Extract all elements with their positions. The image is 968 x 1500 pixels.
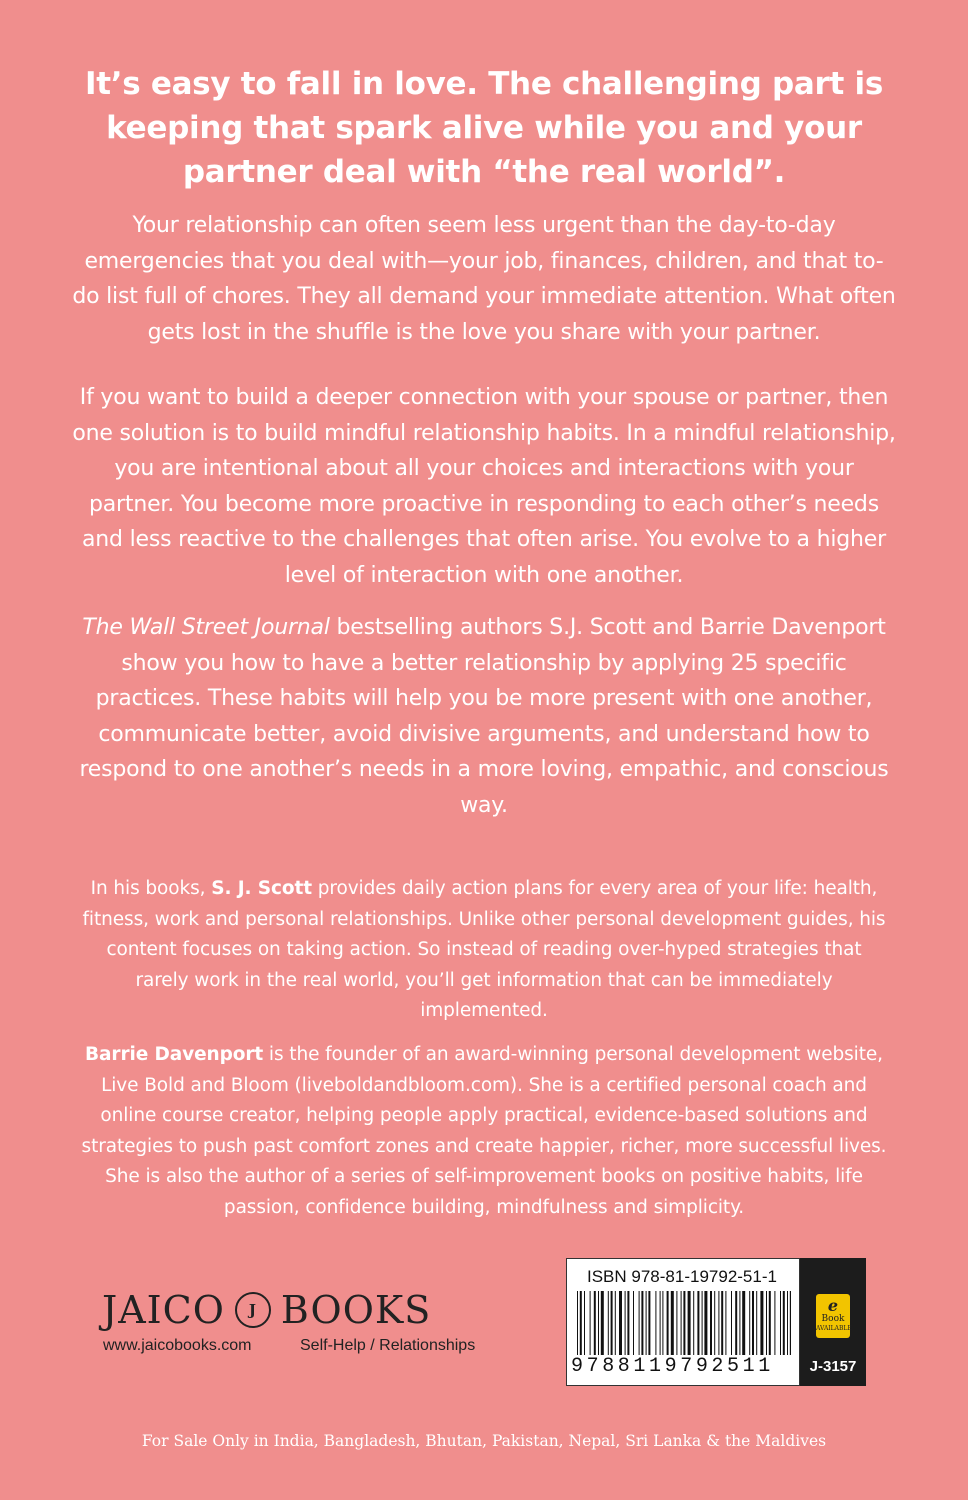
barcode-stripe	[590, 1291, 591, 1355]
barcode-stripe	[739, 1291, 740, 1355]
barcode-stripe	[683, 1291, 685, 1355]
publisher-name-right: BOOKS	[280, 1288, 432, 1332]
publisher-website: www.jaicobooks.com	[103, 1337, 252, 1354]
barcode-stripe	[735, 1291, 737, 1355]
bio-scott	[80, 874, 888, 1027]
barcode-stripe	[760, 1291, 763, 1355]
barcode-stripe	[688, 1291, 691, 1355]
ebook-badge	[800, 1258, 866, 1386]
barcode-stripe	[619, 1291, 622, 1355]
barcode-stripe	[704, 1291, 707, 1355]
barcode-stripe	[710, 1291, 712, 1355]
publisher-logo	[102, 1288, 431, 1332]
barcode-stripe	[667, 1291, 669, 1355]
blurb-paragraph-1: Your relationship can often seem less urgent than the day-to-day emergencies that you deal with—your job, finances, children, and that to-do list full of chores. They all demand your immediate attention. What often gets lost in the shuffle is the love you share with your partner.	[72, 213, 896, 345]
bio-scott-text: provides daily action plans for every area of your life: health, fitness, work and personal relationships. Unlike other personal development guides, his content focuses on taking action. So instead of reading over-hyped strategies that rarely work in the real world, you’ll get information that can be immediately implemented.	[82, 878, 886, 1021]
barcode-stripe	[693, 1291, 694, 1355]
barcode-stripe	[752, 1291, 754, 1355]
bio-davenport	[80, 1040, 888, 1223]
publisher-name-left: JAICO	[102, 1288, 225, 1332]
barcode-stripe	[646, 1291, 647, 1355]
emblem-letter: J	[248, 1301, 257, 1319]
barcode-stripe	[660, 1291, 661, 1355]
barcode-stripe	[601, 1291, 604, 1355]
barcode-stripe	[594, 1291, 596, 1355]
sale-territory-note: For Sale Only in India, Bangladesh, Bhutan, Pakistan, Nepal, Sri Lanka & the Maldives	[141, 1432, 827, 1450]
blurb-paragraph-2: If you want to build a deeper connection with your spouse or partner, then one solution is to build mindful relationship habits. In a mindful relationship, you are intentional about all your choices and interactions with your partner. You become more proactive in responding to each other’s needs and less reactive to the challenges that often arise. You evolve to a higher level of interaction with one another.	[72, 385, 896, 588]
barcode-stripe	[725, 1291, 726, 1355]
bio-scott-intro: In his books,	[90, 878, 212, 899]
barcode-stripe	[769, 1291, 771, 1355]
barcode-stripe	[608, 1291, 609, 1355]
barcode-stripe	[639, 1291, 640, 1355]
ebook-available-icon	[816, 1294, 850, 1338]
barcode-stripe	[756, 1291, 757, 1355]
barcode-stripe	[749, 1291, 750, 1355]
barcode-stripe	[790, 1291, 791, 1355]
blurb-paragraph-3	[72, 610, 896, 823]
barcode-stripe	[662, 1291, 663, 1355]
barcode-stripe	[714, 1291, 715, 1355]
ebook-icon-word: Book	[821, 1314, 845, 1324]
barcode-stripe	[783, 1291, 785, 1355]
barcode-panel	[566, 1258, 800, 1386]
barcode-stripe	[787, 1291, 788, 1355]
barcode-stripe	[648, 1291, 650, 1355]
barcode-digits: 9788119792511	[571, 1355, 774, 1378]
barcode-stripe	[702, 1291, 703, 1355]
barcode-stripe	[655, 1291, 656, 1355]
barcode-stripe	[766, 1291, 767, 1355]
isbn-number: ISBN 978-81-19792-51-1	[587, 1267, 777, 1286]
headline: It’s easy to fall in love. The challenging part is keeping that spark alive while you and your partner deal with “the real world”.	[84, 66, 884, 190]
barcode-stripe	[580, 1291, 582, 1355]
author-name-davenport: Barrie Davenport	[85, 1044, 264, 1065]
barcode-stripe	[721, 1291, 723, 1355]
barcode-stripe	[641, 1291, 643, 1355]
barcode-stripe	[611, 1291, 613, 1355]
barcode-stripe	[676, 1291, 677, 1355]
barcode-stripe	[598, 1291, 599, 1355]
ebook-icon-letter: e	[827, 1296, 839, 1315]
jaico-emblem-icon	[235, 1292, 271, 1328]
barcode-stripe	[633, 1291, 634, 1355]
barcode-stripe	[671, 1291, 674, 1355]
barcode-stripe	[615, 1291, 616, 1355]
barcode-stripe	[742, 1291, 745, 1355]
barcode-stripe	[584, 1291, 585, 1355]
blurb-paragraph-3-text: bestselling authors S.J. Scott and Barrie Davenport show you how to have a better relationship by applying 25 specific practices. These habits will help you be more present with one another, communicate better, avoid divisive arguments, and understand how to respond to one another’s needs in a more loving, empathic, and conscious way.	[79, 615, 889, 818]
ebook-icon-sub: AVAILABLE	[816, 1325, 852, 1332]
catalog-code: J-3157	[809, 1358, 857, 1375]
barcode-stripe	[718, 1291, 719, 1355]
author-name-scott: S. J. Scott	[211, 878, 312, 899]
barcode-bars	[577, 1291, 791, 1355]
barcode-stripe	[625, 1291, 626, 1355]
barcode-stripe	[774, 1291, 775, 1355]
book-category: Self-Help / Relationships	[300, 1337, 476, 1354]
barcode-stripe	[681, 1291, 682, 1355]
bio-davenport-text: is the founder of an award-winning personal development website, Live Bold and Bloom (liveboldandbloom.com). She is a certified personal coach and online course creator, helping people apply practical, evidence-based solutions and strategies to push past comfort zones and create happier, richer, more successful lives. She is also the author of a series of self-improvement books on positive habits, life passion, confidence building, mindfulness and simplicity.	[81, 1044, 887, 1218]
newspaper-title: The Wall Street Journal	[82, 615, 330, 640]
barcode-stripe	[627, 1291, 629, 1355]
barcode-stripe	[731, 1291, 732, 1355]
barcode-stripe	[697, 1291, 699, 1355]
barcode-stripe	[780, 1291, 781, 1355]
barcode-stripe	[577, 1291, 578, 1355]
